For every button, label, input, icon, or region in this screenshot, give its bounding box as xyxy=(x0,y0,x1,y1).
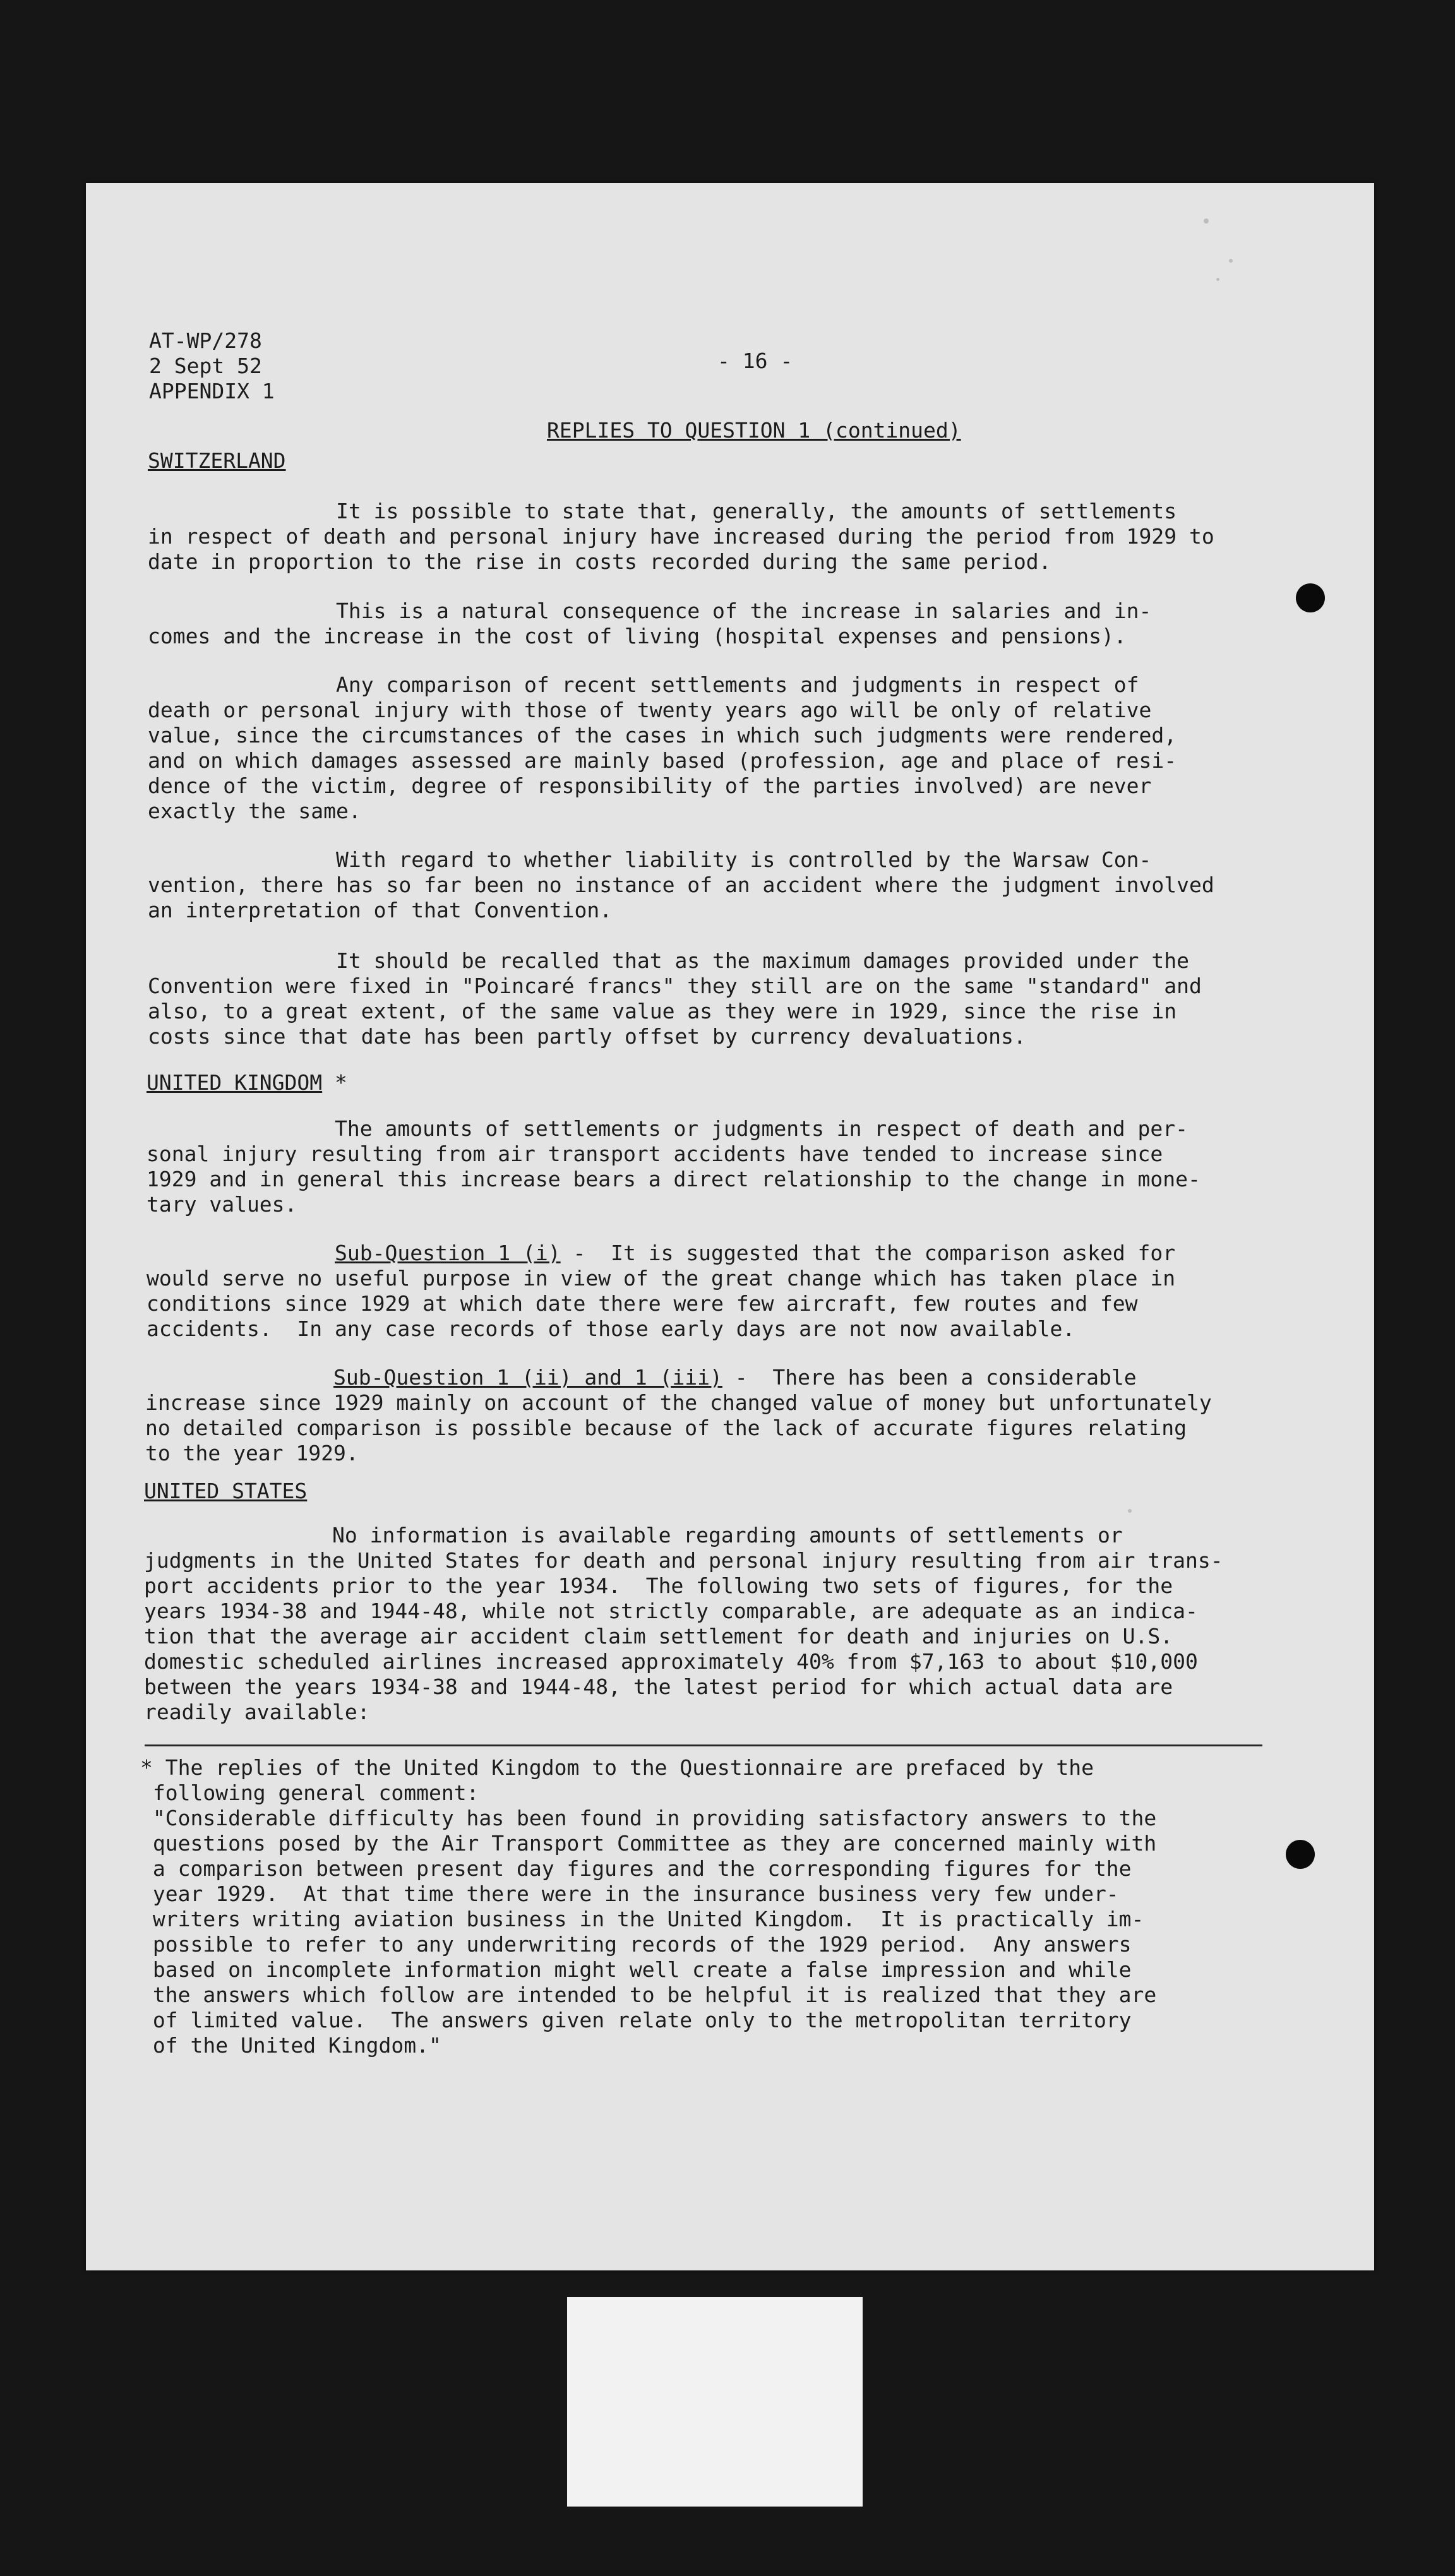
appendix-label: APPENDIX 1 xyxy=(149,379,275,403)
united-kingdom-paragraph-1: The amounts of settlements or judgments in respect of death and per- sonal injury resulting from air transport accidents have tended to increase since 1929 and in general this increase bears a direct relationship to the change in mone- tary values. xyxy=(147,1116,1201,1217)
footnote xyxy=(140,1755,1156,2058)
section-heading-united-states: UNITED STATES xyxy=(144,1479,308,1503)
document-page xyxy=(86,183,1374,2270)
switzerland-paragraph-5: It should be recalled that as the maximum damages provided under the Convention were fixed in "Poincaré francs" they still are on the same "standard" and also, to a great extent, of the same value as they were in 1929, since the rise in costs since that date has been partly offset by currency devaluations. xyxy=(148,948,1202,1049)
footnote-divider xyxy=(145,1744,1262,1746)
document-date: 2 Sept 52 xyxy=(149,354,262,378)
paper-speck xyxy=(1216,278,1219,281)
section-heading-switzerland: SWITZERLAND xyxy=(148,448,286,473)
binder-hole xyxy=(1286,1840,1315,1869)
united-kingdom-subquestion-1 xyxy=(147,1241,1175,1342)
footnote-text: The replies of the United Kingdom to the Questionnaire are prefaced by the following general comment: "Considerable difficulty has been found in providing satisfactory answers to the questions posed by the Air Transport Committee as they are concerned mainly with a comparison between present day figures and the corresponding figures for the year 1929. At that time there were in the insurance business very few under- writers writing aviation business in the United Kingdom. It is practically im- possible to refer to any underwriting records of the 1929 period. Any answers based on incomplete information might well create a false impression and while the answers which follow are intended to be helpful it is realized that they are of limited value. The answers given relate only to the metropolitan territory of the United Kingdom." xyxy=(152,1755,1157,2058)
paper-speck xyxy=(1204,218,1209,224)
document-header-left xyxy=(149,328,275,404)
footnote-marker: * xyxy=(140,1755,153,1780)
footnote-star-marker: * xyxy=(335,1070,347,1095)
united-kingdom-subquestion-2 xyxy=(145,1365,1212,1466)
subquestion-1-text: - It is suggested that the comparison asked for would serve no useful purpose in view of the great change which has taken place in conditions since 1929 at which date there were few aircraft, few routes and few accidents. In any case records of those early days are not now available. xyxy=(147,1241,1176,1341)
section-heading-united-kingdom: UNITED KINGDOM xyxy=(147,1070,323,1095)
document-id: AT-WP/278 xyxy=(149,328,262,353)
united-states-paragraph-1: No information is available regarding amounts of settlements or judgments in the United States for death and personal injury resulting from air trans- port accidents prior to the year 1934. The following two sets of figures, for the years 1934-38 and 1944-48, while not strictly comparable, are adequate as an indica- tion that the average air accident claim settlement for death and injuries on U.S. domestic scheduled airlines increased approximately 40% from $7,163 to about $10,000 between the years 1934-38 and 1944-48, the latest period for which actual data are readily available: xyxy=(144,1523,1223,1724)
subquestion-1-label: Sub-Question 1 (i) xyxy=(335,1241,561,1265)
switzerland-paragraph-1: It is possible to state that, generally, the amounts of settlements in respect of death and personal injury have increased during the period from 1929 to date in proportion to the rise in costs recorded during the same period. xyxy=(148,499,1214,574)
paper-speck xyxy=(1229,259,1233,263)
switzerland-paragraph-2: This is a natural consequence of the increase in salaries and in- comes and the increase in the cost of living (hospital expenses and pensions). xyxy=(148,599,1152,648)
binder-hole xyxy=(1296,583,1325,612)
page-number: - 16 - xyxy=(717,349,793,373)
section-heading-united-kingdom-row xyxy=(147,1070,347,1095)
page-title: REPLIES TO QUESTION 1 (continued) xyxy=(547,418,961,443)
subquestion-2-text: - There has been a considerable increase since 1929 mainly on account of the changed value of money but unfortunately no detailed comparison is possible because of the lack of accurate figures relating to the year 1929. xyxy=(145,1365,1212,1465)
color-target-card xyxy=(567,2297,863,2507)
switzerland-paragraph-4: With regard to whether liability is controlled by the Warsaw Con- vention, there has so far been no instance of an accident where the judgment involved an interpretation of that Convention. xyxy=(148,847,1214,922)
paper-speck xyxy=(1128,1509,1132,1513)
subquestion-2-label: Sub-Question 1 (ii) and 1 (iii) xyxy=(333,1365,722,1390)
switzerland-paragraph-3: Any comparison of recent settlements and judgments in respect of death or personal injury with those of twenty years ago will be only of relative value, since the circumstances of the cases in which such judgments were rendered, and on which damages assessed are mainly based (profession, age and place of resi- dence of the victim, degree of responsibility of the parties involved) are never exactly the same. xyxy=(148,672,1177,823)
